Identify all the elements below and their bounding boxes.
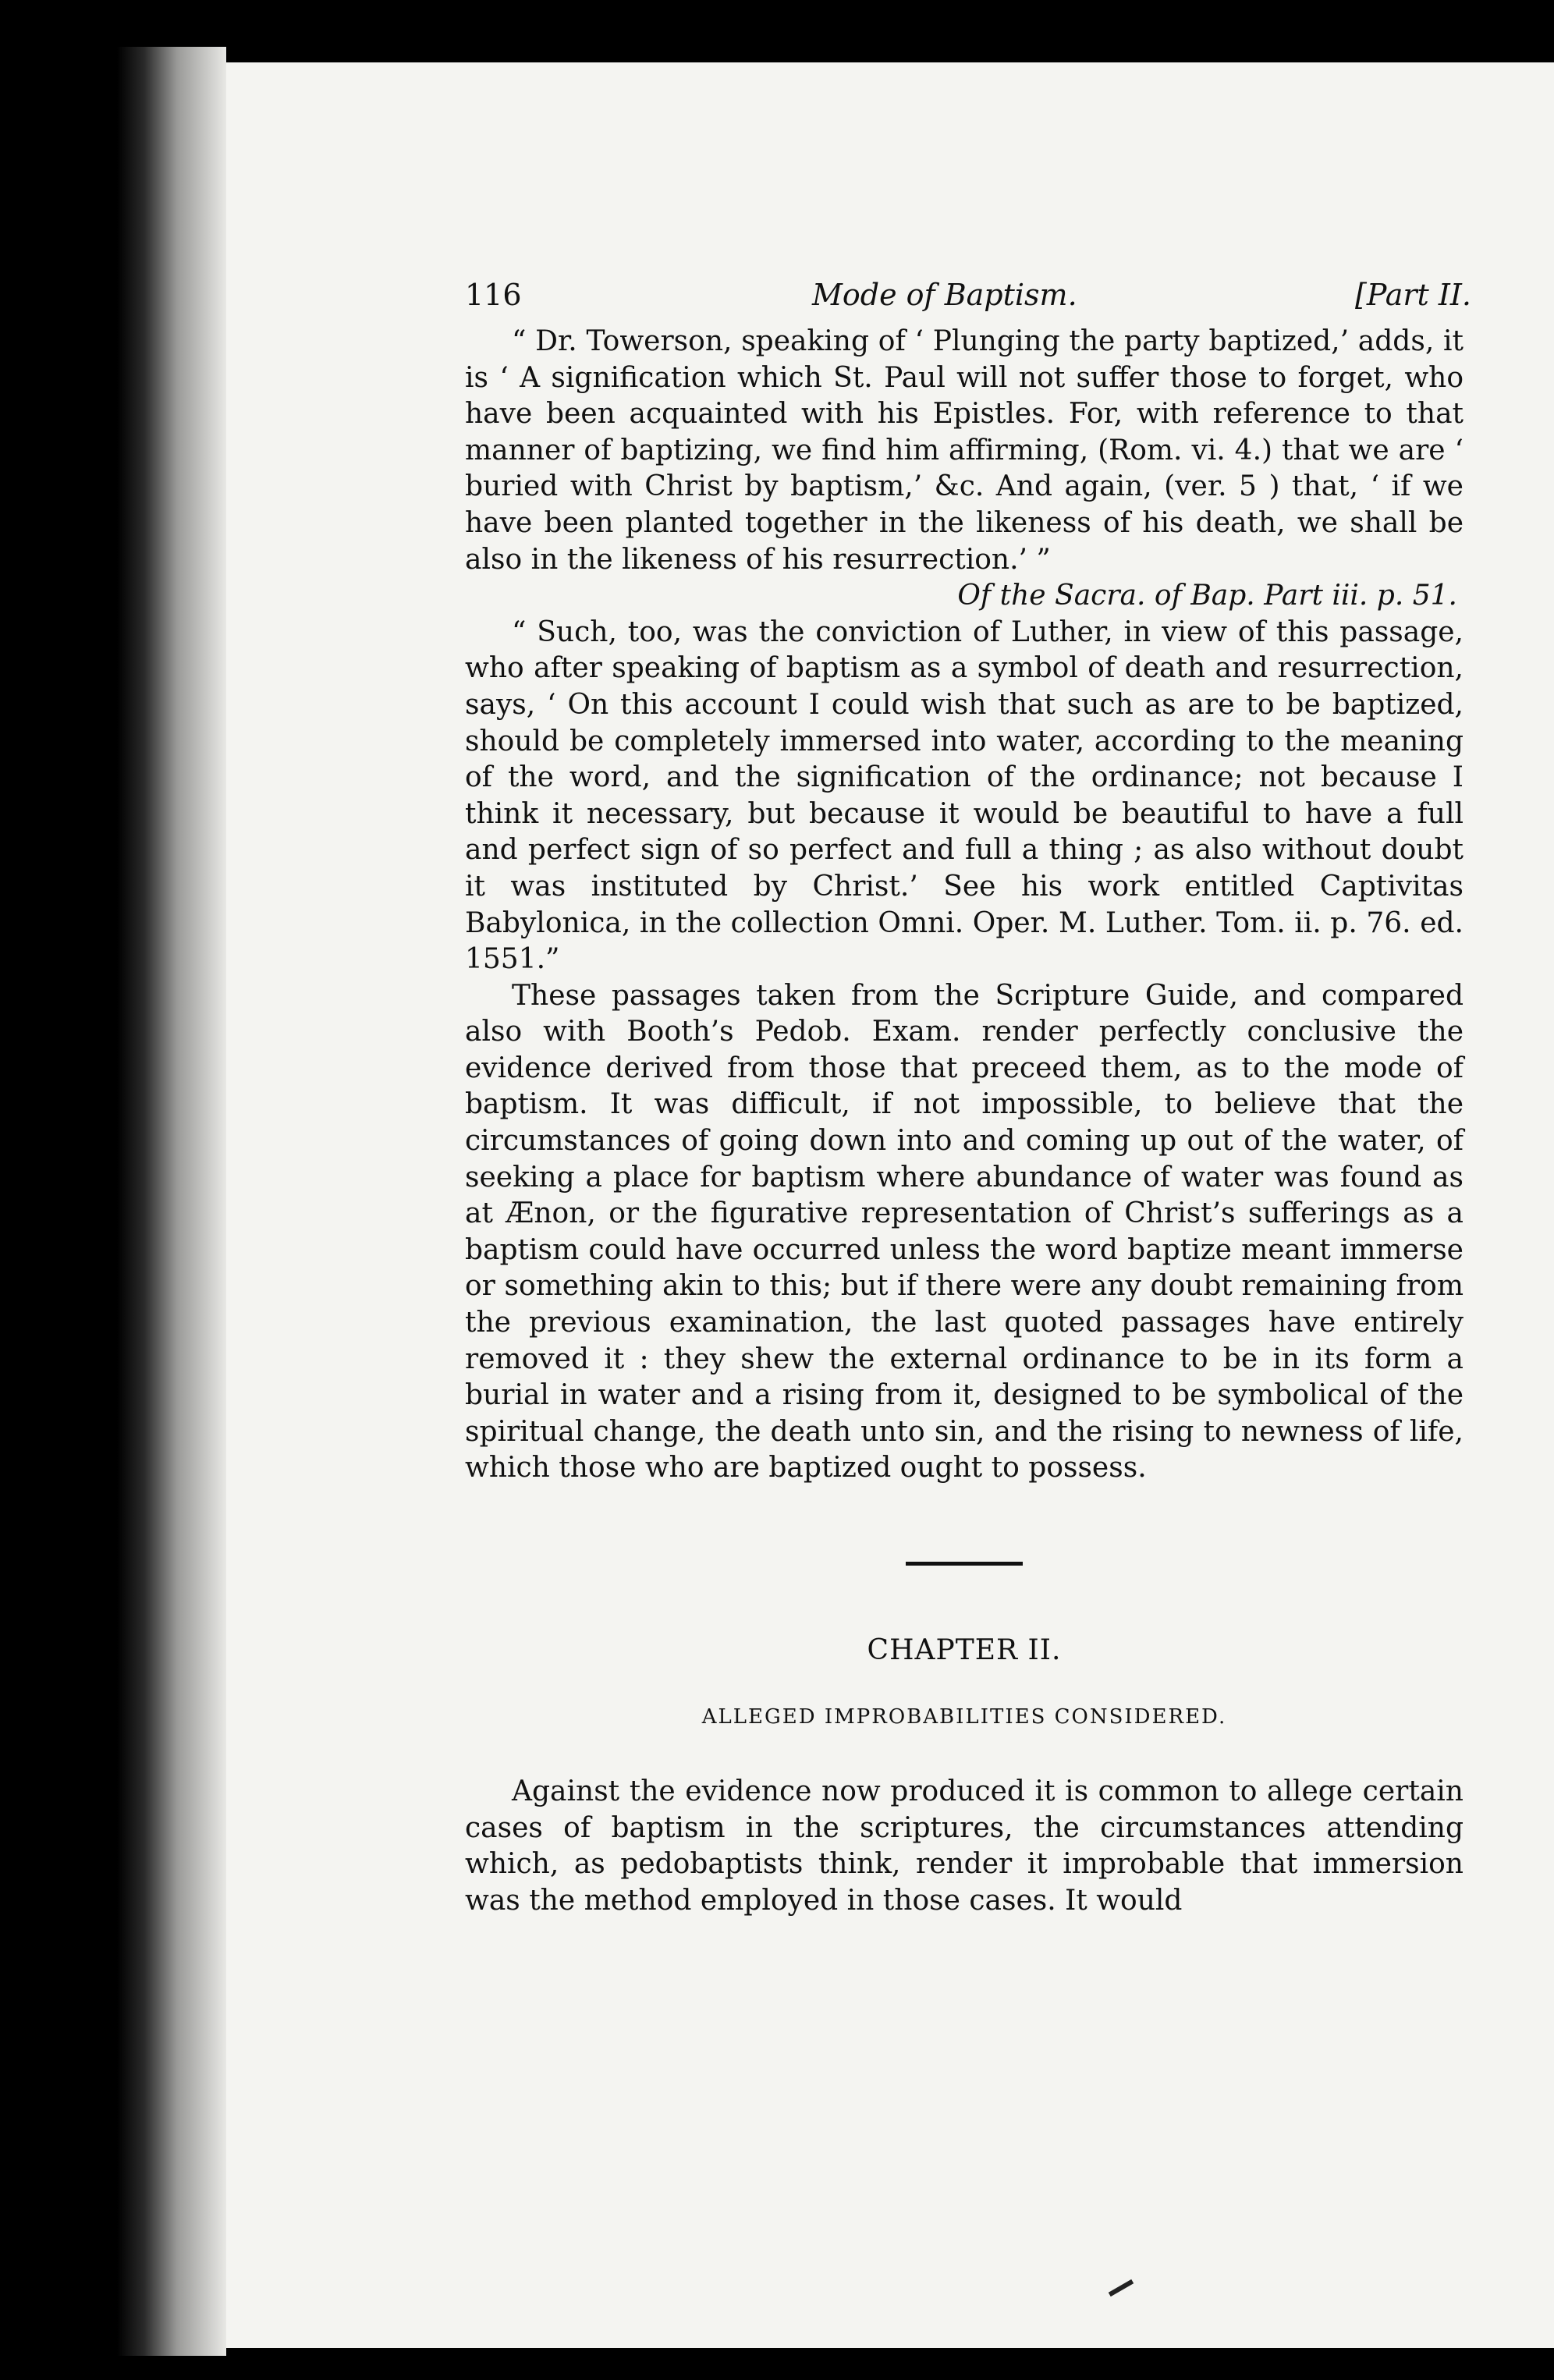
paragraph-towerson-quote: “ Dr. Towerson, speaking of ‘ Plunging the party baptized,’ adds, it is ‘ A signification which St. Paul will not suffer those to forget, who have been acquainted with his Epistles. For, with reference to that manner of baptizing, we find him affirming, (Rom. vi. 4.) that we are ‘ buried with Christ by baptism,’ &c. And again, (ver. 5 ) that, ‘ if we have been planted together in the likeness of his death, we shall be also in the likeness of his resurrection.’ ” bbox=[465, 325, 1464, 576]
section-divider bbox=[906, 1562, 1023, 1566]
chapter-subtitle: ALLEGED IMPROBABILITIES CONSIDERED. bbox=[701, 1704, 1227, 1729]
page-content bbox=[465, 277, 1471, 1920]
citation: Of the Sacra. of Bap. Part iii. p. 51. bbox=[957, 580, 1457, 612]
part-label: [Part II. bbox=[1355, 278, 1471, 312]
paragraph-conclusion: These passages taken from the Scripture Guide, and compared also with Booth’s Pedob. Exam. render perfectly conclusive the evidence derived from those that preceed them, as to the mode of baptism. It was difficult, if not impossible, to believe that the circumstances of going down into and coming up out of the water, of seeking a place for baptism where abundance of water was found as at Ænon, or the figurative representation of Christ’s sufferings as a baptism could have occurred unless the word baptize meant immerse or something akin to this; but if there were any doubt remaining from the previous examination, the last quoted passages have entirely removed it : they shew the external ordinance to be in its form a burial in water and a rising from it, designed to be symbolical of the spiritual change, the death unto sin, and the rising to newness of life, which those who are baptized ought to possess. bbox=[465, 979, 1464, 1484]
book-gutter bbox=[117, 47, 226, 2356]
running-title: Mode of Baptism. bbox=[812, 278, 1077, 312]
chapter-opening-paragraph: Against the evidence now produced it is common to allege certain cases of baptism in the scriptures, the circumstances attending which, as pedobaptists think, render it improbable that immersion was the method employed in those cases. It would bbox=[465, 1775, 1464, 1917]
chapter-title: CHAPTER II. bbox=[867, 1634, 1062, 1666]
page-header bbox=[465, 277, 1471, 324]
page-number: 116 bbox=[465, 278, 522, 312]
paragraph-luther-quote: “ Such, too, was the conviction of Luther, in view of this passage, who after speaking of baptism as a symbol of death and resurrection, says, ‘ On this account I could wish that such as are to be baptized, should be completely immersed into water, according to the meaning of the word, and the signification of the ordinance; not because I think it necessary, but because it would be beautiful to have a full and perfect sign of so perfect and full a thing ; as also without doubt it was instituted by Christ.’ See his work entitled Captivitas Babylonica, in the collection Omni. Oper. M. Luther. Tom. ii. p. 76. ed. 1551.” bbox=[465, 615, 1464, 976]
